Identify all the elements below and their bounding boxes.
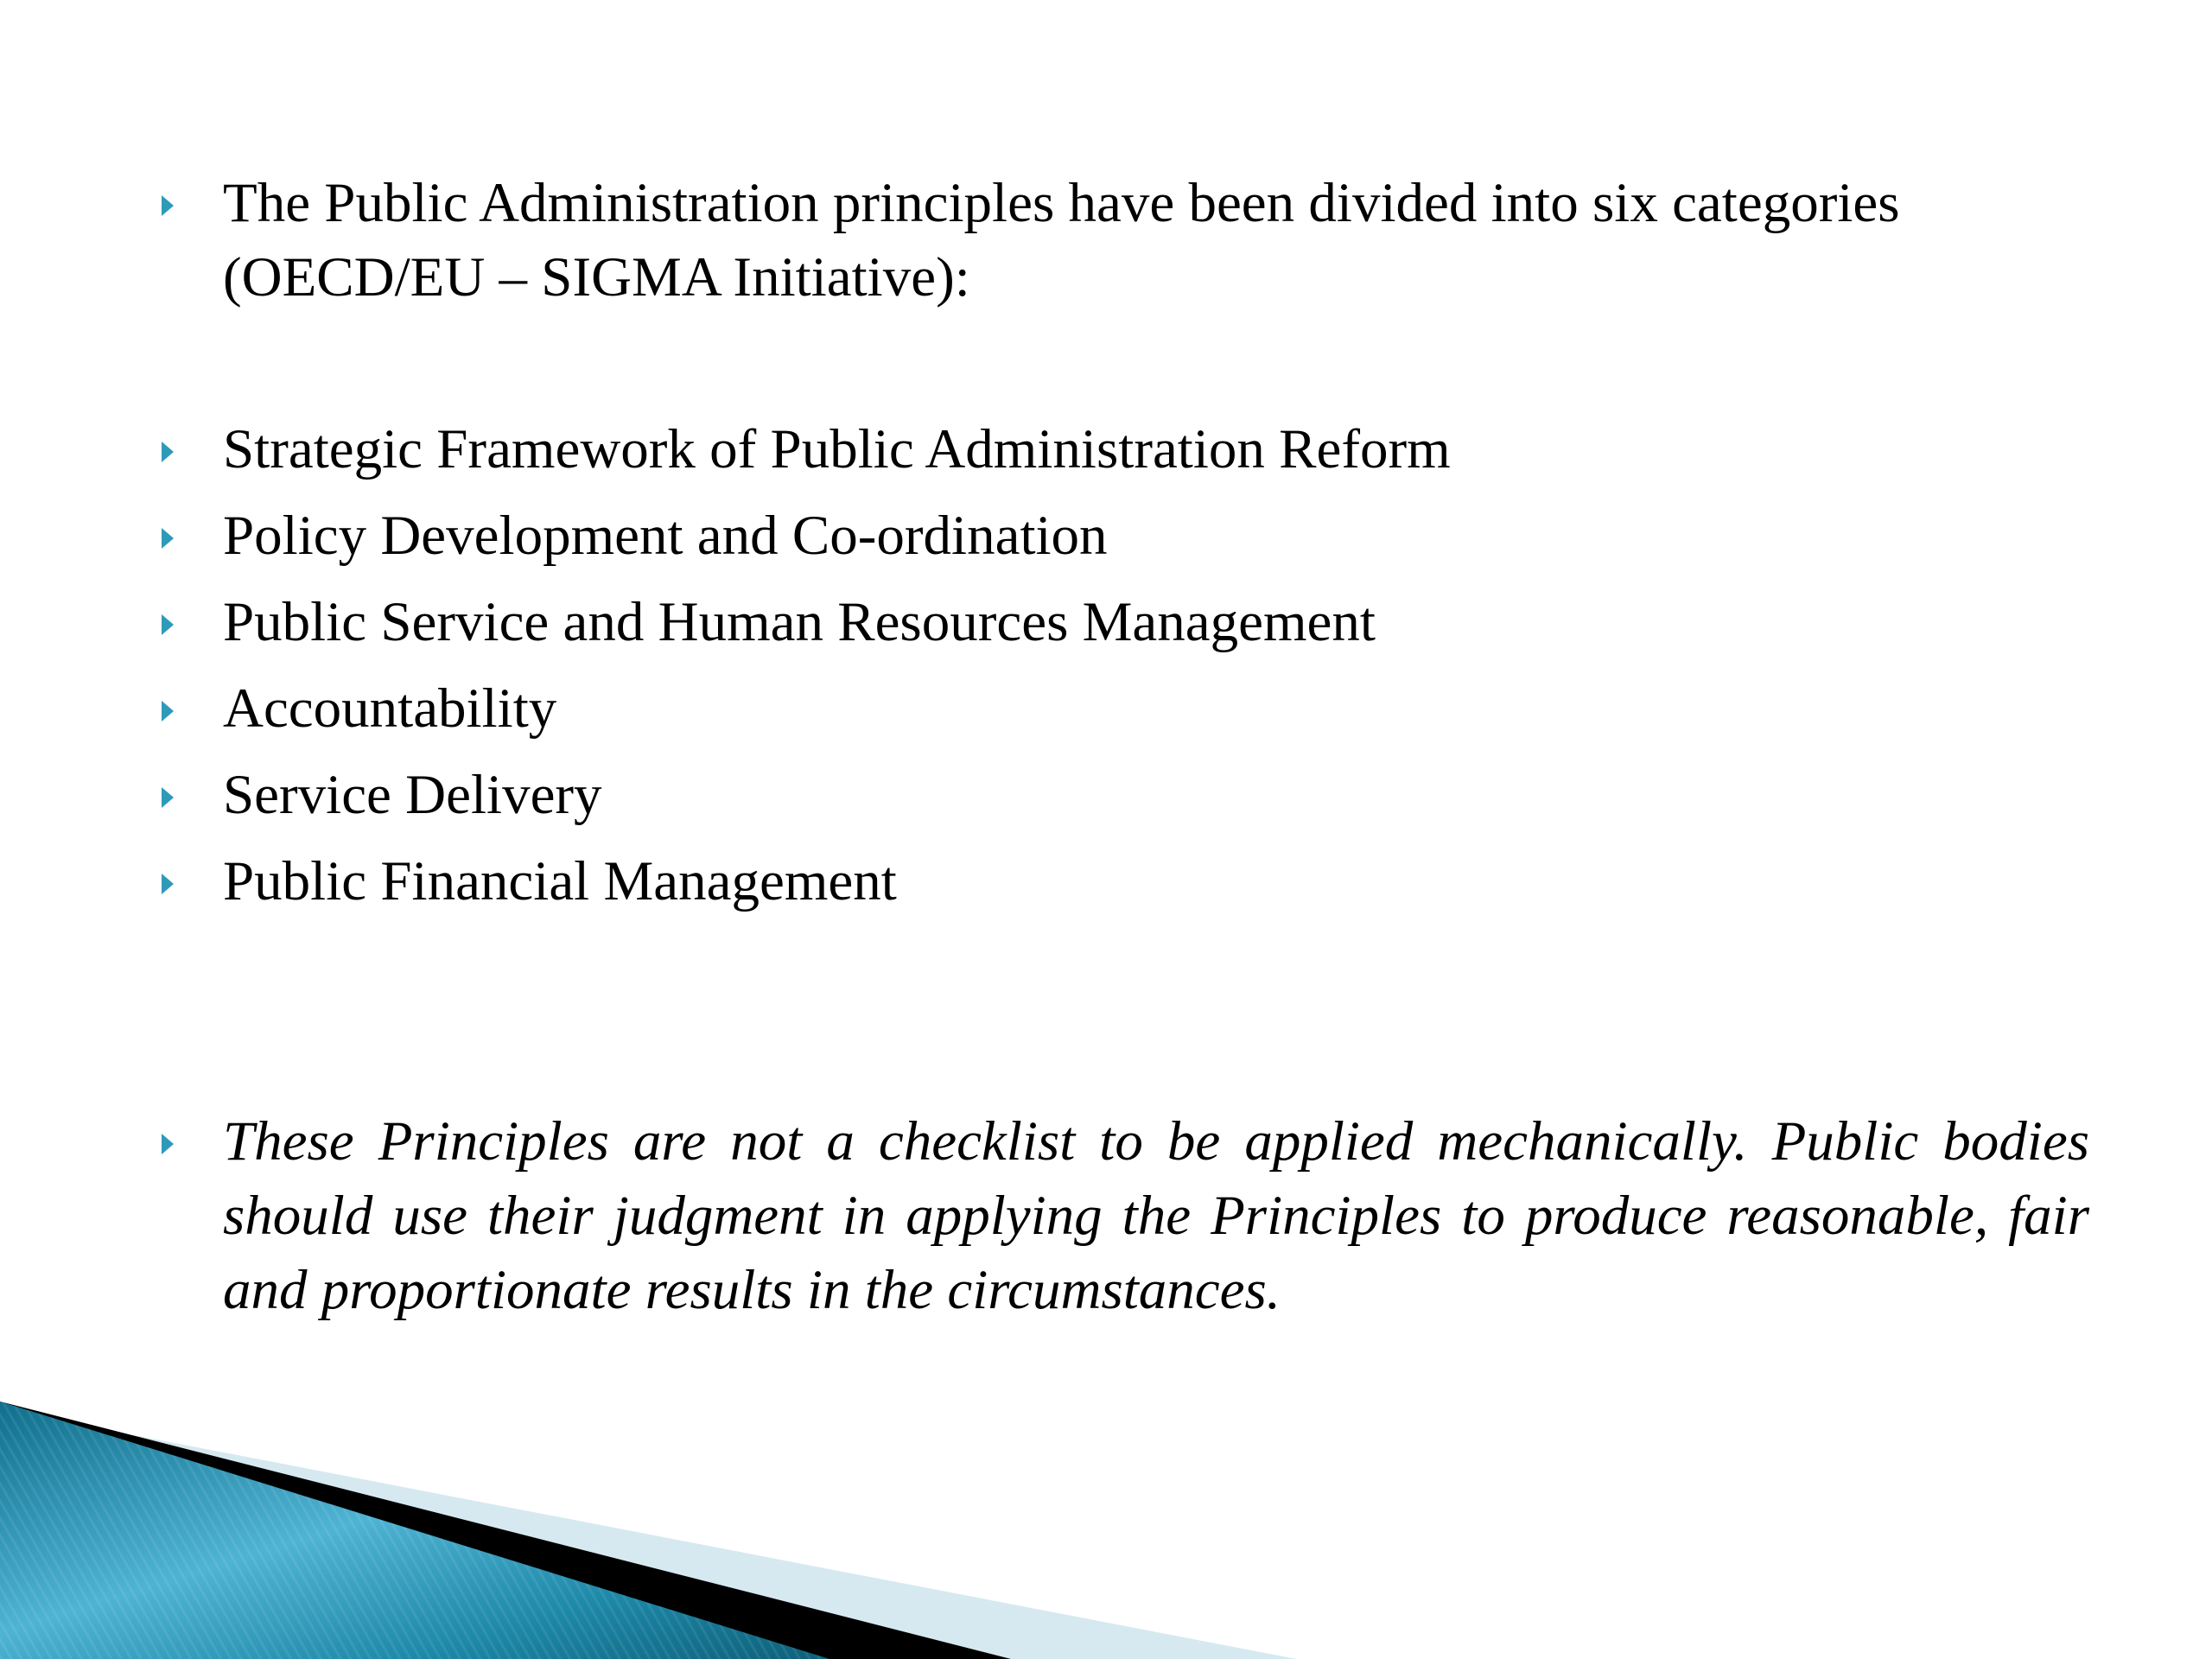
- category-label: Accountability: [223, 677, 557, 740]
- intro-line-1: The Public Administration principles have been divided into six categories: [223, 172, 1900, 234]
- category-label: Service Delivery: [223, 764, 602, 826]
- intro-line-2: (OECD/EU – SIGMA Initiative):: [223, 246, 970, 308]
- category-label: Public Financial Management: [223, 850, 897, 912]
- category-label: Strategic Framework of Public Administration Reform: [223, 418, 1451, 480]
- category-label: Policy Development and Co-ordination: [223, 505, 1108, 567]
- note-text: These Principles are not a checklist to be applied mechanically. Public bodies should use their judgment in applying the Principles to produce reasonable, fair and proportionate results in the circumstances.: [223, 1110, 2089, 1321]
- category-label: Public Service and Human Resources Management: [223, 591, 1376, 653]
